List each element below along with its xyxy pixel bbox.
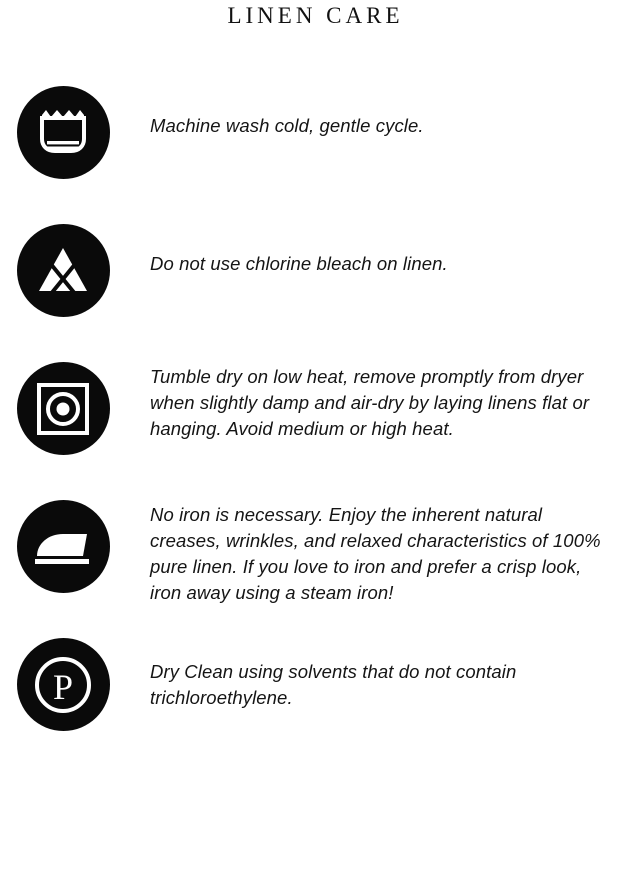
list-item xyxy=(0,224,631,340)
care-instruction-text: Do not use chlorine bleach on linen. xyxy=(150,253,448,274)
care-instruction-text: Dry Clean using solvents that do not contain trichloroethylene. xyxy=(150,661,517,708)
care-instruction-text: Machine wash cold, gentle cycle. xyxy=(150,115,424,136)
iron-icon xyxy=(17,500,110,593)
list-item xyxy=(0,500,631,616)
icon-cell xyxy=(0,86,116,179)
tumble-dry-low-icon xyxy=(17,362,110,455)
page-title: LINEN CARE xyxy=(227,3,404,28)
text-cell xyxy=(116,224,631,277)
icon-cell xyxy=(0,500,116,593)
icon-cell xyxy=(0,224,116,317)
text-cell xyxy=(116,638,631,711)
text-cell xyxy=(116,362,631,442)
list-item xyxy=(0,362,631,478)
text-cell xyxy=(116,86,631,139)
icon-cell xyxy=(0,638,116,731)
list-item xyxy=(0,638,631,754)
icon-cell xyxy=(0,362,116,455)
list-item xyxy=(0,86,631,202)
dry-clean-p-icon xyxy=(17,638,110,731)
svg-text:P: P xyxy=(52,666,74,707)
washtub-wash-icon xyxy=(17,86,110,179)
care-instruction-list xyxy=(0,86,631,776)
no-bleach-triangle-icon xyxy=(17,224,110,317)
care-instruction-text: No iron is necessary. Enjoy the inherent natural creases, wrinkles, and relaxed characteristics of 100% pure linen. If you love to iron and prefer a crisp look, iron away using a steam iron! xyxy=(150,504,601,603)
text-cell xyxy=(116,500,631,606)
care-instruction-text: Tumble dry on low heat, remove promptly from dryer when slightly damp and air-dry by laying linens flat or hanging. Avoid medium or high heat. xyxy=(150,366,590,439)
